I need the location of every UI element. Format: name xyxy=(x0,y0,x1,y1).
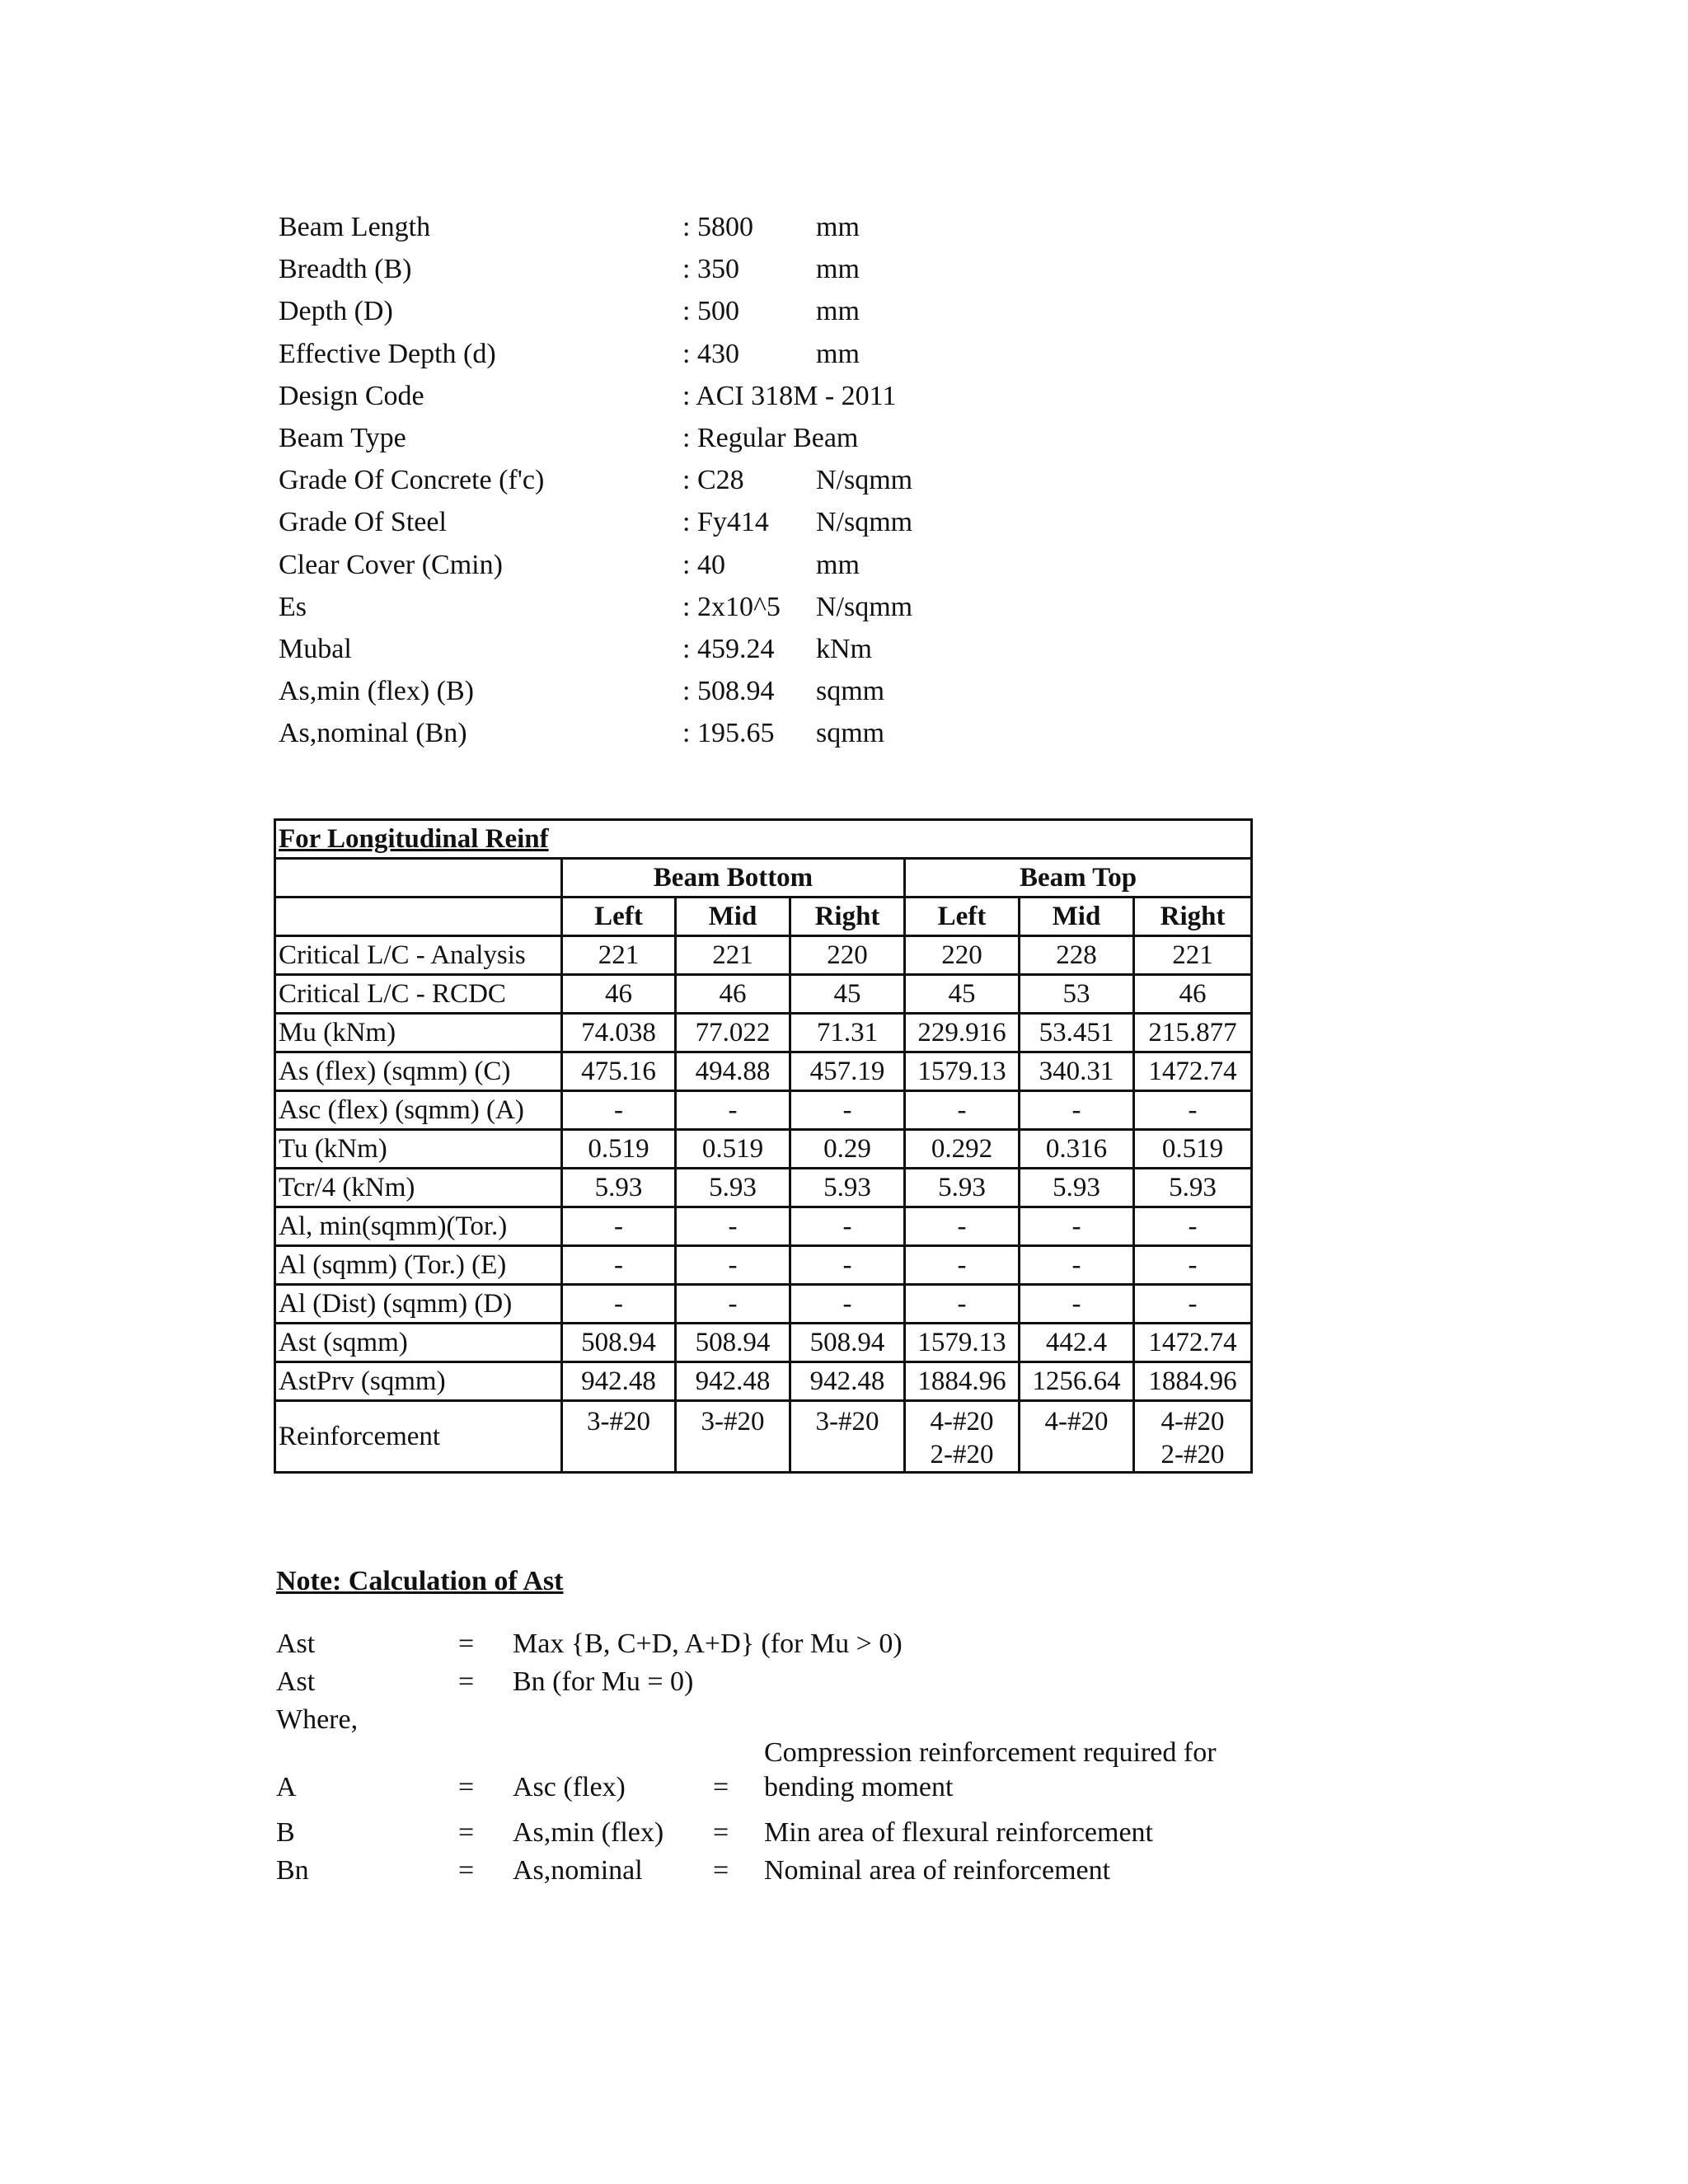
property-unit: N/sqmm xyxy=(816,507,913,538)
property-row xyxy=(279,375,1020,417)
property-label: Mubal xyxy=(279,633,352,664)
table-cell: - xyxy=(676,1207,790,1246)
property-row xyxy=(279,417,1020,459)
column-header: Left xyxy=(562,898,676,936)
property-label: Grade Of Concrete (f'c) xyxy=(279,465,545,496)
row-label: Mu (kNm) xyxy=(275,1014,562,1052)
property-value: : C28 xyxy=(682,465,744,496)
table-cell: 221 xyxy=(1134,936,1252,975)
table-cell: 442.4 xyxy=(1020,1324,1134,1362)
table-row xyxy=(275,1324,1252,1362)
table-cell: 74.038 xyxy=(562,1014,676,1052)
reinforcement-cell xyxy=(1020,1401,1134,1473)
property-label: As,nominal (Bn) xyxy=(279,718,467,749)
table-cell: 508.94 xyxy=(790,1324,905,1362)
property-unit: kNm xyxy=(816,633,872,664)
table-cell: 229.916 xyxy=(905,1014,1020,1052)
property-label: Grade Of Steel xyxy=(279,507,447,538)
table-cell: 1472.74 xyxy=(1134,1052,1252,1091)
table-cell: 5.93 xyxy=(1020,1169,1134,1207)
property-label: Clear Cover (Cmin) xyxy=(279,549,503,580)
row-label: Critical L/C - RCDC xyxy=(275,975,562,1014)
row-label: Tu (kNm) xyxy=(275,1130,562,1169)
table-cell: 942.48 xyxy=(790,1362,905,1401)
table-cell: 45 xyxy=(905,975,1020,1014)
table-cell: - xyxy=(790,1091,905,1130)
reinforcement-cell xyxy=(1134,1401,1252,1473)
property-label: As,min (flex) (B) xyxy=(279,676,475,707)
table-row xyxy=(275,1169,1252,1207)
table-row xyxy=(275,1285,1252,1324)
property-row xyxy=(279,670,1020,712)
property-unit: mm xyxy=(816,296,860,327)
definition-equals: = xyxy=(713,1817,729,1848)
table-cell: 221 xyxy=(562,936,676,975)
table-cell: - xyxy=(1134,1207,1252,1246)
property-row xyxy=(279,586,1020,628)
table-cell: 46 xyxy=(1134,975,1252,1014)
table-row xyxy=(275,936,1252,975)
table-cell: 1884.96 xyxy=(1134,1362,1252,1401)
property-row xyxy=(279,206,1020,248)
property-unit: mm xyxy=(816,549,860,580)
property-value: : 459.24 xyxy=(682,633,775,664)
table-cell: - xyxy=(676,1285,790,1324)
table-cell: 0.316 xyxy=(1020,1130,1134,1169)
longitudinal-reinforcement-table xyxy=(274,818,1253,1474)
reinforcement-bar-spec: 2-#20 xyxy=(1160,1440,1225,1469)
table-cell: 71.31 xyxy=(790,1014,905,1052)
definition-symbol: B xyxy=(276,1817,295,1848)
table-cell: - xyxy=(1020,1246,1134,1285)
reinforcement-bar-spec: 2-#20 xyxy=(930,1440,994,1469)
property-value: : 195.65 xyxy=(682,718,775,749)
table-cell: - xyxy=(790,1207,905,1246)
property-value: : 5800 xyxy=(682,212,753,242)
formula-rhs: Max {B, C+D, A+D} (for Mu > 0) xyxy=(513,1629,903,1659)
formula-equals: = xyxy=(458,1629,475,1659)
table-cell: - xyxy=(1134,1091,1252,1130)
where-label: Where, xyxy=(276,1704,359,1735)
property-label: Effective Depth (d) xyxy=(279,338,496,369)
column-header: Mid xyxy=(676,898,790,936)
table-cell: 0.519 xyxy=(1134,1130,1252,1169)
definition-symbol: A xyxy=(276,1772,297,1802)
reinforcement-cell xyxy=(676,1401,790,1473)
property-unit: sqmm xyxy=(816,718,885,749)
table-cell: - xyxy=(1020,1091,1134,1130)
formula-lhs: Ast xyxy=(276,1666,316,1697)
table-cell: - xyxy=(1020,1285,1134,1324)
reinforcement-row xyxy=(275,1401,1252,1473)
table-cell: 494.88 xyxy=(676,1052,790,1091)
table-title: For Longitudinal Reinf xyxy=(275,820,1252,859)
property-unit: N/sqmm xyxy=(816,465,913,496)
table-row xyxy=(275,1091,1252,1130)
property-value: : 508.94 xyxy=(682,676,775,707)
table-cell: - xyxy=(905,1285,1020,1324)
property-value: : 40 xyxy=(682,549,725,580)
table-cell: 46 xyxy=(562,975,676,1014)
row-label: Al (Dist) (sqmm) (D) xyxy=(275,1285,562,1324)
row-label: Al (sqmm) (Tor.) (E) xyxy=(275,1246,562,1285)
table-cell: - xyxy=(562,1091,676,1130)
definition-term: As,nominal xyxy=(513,1855,643,1886)
property-unit: sqmm xyxy=(816,676,885,707)
table-cell: - xyxy=(1020,1207,1134,1246)
property-row xyxy=(279,248,1020,290)
property-unit: mm xyxy=(816,254,860,285)
property-label: Design Code xyxy=(279,380,424,411)
definition-description: bending moment xyxy=(764,1772,954,1802)
table-cell: 53 xyxy=(1020,975,1134,1014)
row-label: Tcr/4 (kNm) xyxy=(275,1169,562,1207)
property-value: : 350 xyxy=(682,254,739,285)
property-row xyxy=(279,290,1020,332)
table-cell: - xyxy=(790,1246,905,1285)
row-label: Asc (flex) (sqmm) (A) xyxy=(275,1091,562,1130)
note-title: Note: Calculation of Ast xyxy=(276,1566,564,1596)
table-row xyxy=(275,1362,1252,1401)
formula-rhs: Bn (for Mu = 0) xyxy=(513,1666,694,1697)
empty-header-cell xyxy=(275,898,562,936)
table-cell: 1579.13 xyxy=(905,1052,1020,1091)
table-cell: - xyxy=(790,1285,905,1324)
column-header: Right xyxy=(1134,898,1252,936)
table-cell: 228 xyxy=(1020,936,1134,975)
table-row xyxy=(275,1052,1252,1091)
property-row xyxy=(279,712,1020,754)
table-cell: 1579.13 xyxy=(905,1324,1020,1362)
definition-equals: = xyxy=(713,1855,729,1886)
table-cell: - xyxy=(1134,1285,1252,1324)
property-row xyxy=(279,501,1020,543)
reinforcement-cell xyxy=(790,1401,905,1473)
table-cell: - xyxy=(1134,1246,1252,1285)
property-row xyxy=(279,544,1020,586)
table-cell: - xyxy=(905,1091,1020,1130)
definition-description: Min area of flexural reinforcement xyxy=(764,1817,1153,1848)
property-label: Beam Length xyxy=(279,212,431,242)
table-cell: - xyxy=(562,1246,676,1285)
property-unit: N/sqmm xyxy=(816,591,913,622)
definition-equals: = xyxy=(713,1772,729,1802)
definition-term: Asc (flex) xyxy=(513,1772,626,1802)
property-value: : ACI 318M - 2011 xyxy=(682,380,897,411)
row-label: AstPrv (sqmm) xyxy=(275,1362,562,1401)
table-cell: - xyxy=(905,1246,1020,1285)
row-label: Ast (sqmm) xyxy=(275,1324,562,1362)
table-cell: 475.16 xyxy=(562,1052,676,1091)
reinforcement-bar-spec: 3-#20 xyxy=(701,1407,765,1436)
definition-equals: = xyxy=(458,1855,475,1886)
property-label: Depth (D) xyxy=(279,296,393,327)
formula-lhs: Ast xyxy=(276,1629,316,1659)
column-header: Right xyxy=(790,898,905,936)
reinforcement-cell xyxy=(905,1401,1020,1473)
row-label: Reinforcement xyxy=(275,1401,562,1473)
definition-description: Nominal area of reinforcement xyxy=(764,1855,1111,1886)
table-cell: 45 xyxy=(790,975,905,1014)
table-cell: 508.94 xyxy=(676,1324,790,1362)
property-row xyxy=(279,628,1020,670)
property-value: : 2x10^5 xyxy=(682,591,781,622)
table-title-row xyxy=(275,820,1252,859)
table-row xyxy=(275,1246,1252,1285)
table-cell: 508.94 xyxy=(562,1324,676,1362)
definition-term: As,min (flex) xyxy=(513,1817,664,1848)
table-cell: 5.93 xyxy=(562,1169,676,1207)
table-cell: - xyxy=(676,1246,790,1285)
table-cell: 220 xyxy=(790,936,905,975)
beam-properties-list xyxy=(279,206,1020,754)
table-cell: 0.519 xyxy=(562,1130,676,1169)
table-cell: 5.93 xyxy=(905,1169,1020,1207)
table-cell: - xyxy=(562,1207,676,1246)
formula-equals: = xyxy=(458,1666,475,1697)
property-row xyxy=(279,459,1020,501)
definition-equals: = xyxy=(458,1817,475,1848)
reinforcement-bar-spec: 4-#20 xyxy=(1044,1407,1109,1436)
table-cell: - xyxy=(562,1285,676,1324)
property-unit: mm xyxy=(816,338,860,369)
table-cell: 0.519 xyxy=(676,1130,790,1169)
property-unit: mm xyxy=(816,212,860,242)
group-header-beam-bottom: Beam Bottom xyxy=(562,859,905,898)
table-cell: 53.451 xyxy=(1020,1014,1134,1052)
reinforcement-bar-spec: 3-#20 xyxy=(587,1407,650,1436)
property-label: Beam Type xyxy=(279,422,406,453)
table-cell: 5.93 xyxy=(676,1169,790,1207)
reinforcement-cell xyxy=(562,1401,676,1473)
table-cell: - xyxy=(676,1091,790,1130)
property-label: Breadth (B) xyxy=(279,254,412,285)
group-header-beam-top: Beam Top xyxy=(905,859,1252,898)
table-row xyxy=(275,1014,1252,1052)
table-row xyxy=(275,1130,1252,1169)
property-value: : 500 xyxy=(682,296,739,327)
definition-equals: = xyxy=(458,1772,475,1802)
reinforcement-bar-spec: 4-#20 xyxy=(930,1407,994,1436)
definition-description: Compression reinforcement required for xyxy=(764,1737,1217,1768)
table-row xyxy=(275,1207,1252,1246)
table-cell: 942.48 xyxy=(562,1362,676,1401)
table-column-header-row xyxy=(275,898,1252,936)
table-cell: 1884.96 xyxy=(905,1362,1020,1401)
table-cell: 77.022 xyxy=(676,1014,790,1052)
table-cell: 5.93 xyxy=(790,1169,905,1207)
property-value: : Fy414 xyxy=(682,507,769,538)
table-cell: 457.19 xyxy=(790,1052,905,1091)
table-cell: 0.29 xyxy=(790,1130,905,1169)
table-cell: - xyxy=(905,1207,1020,1246)
table-cell: 1472.74 xyxy=(1134,1324,1252,1362)
row-label: Al, min(sqmm)(Tor.) xyxy=(275,1207,562,1246)
property-row xyxy=(279,333,1020,375)
reinforcement-bar-spec: 3-#20 xyxy=(815,1407,879,1436)
empty-header-cell xyxy=(275,859,562,898)
table-group-header-row xyxy=(275,859,1252,898)
property-label: Es xyxy=(279,591,307,622)
table-cell: 1256.64 xyxy=(1020,1362,1134,1401)
row-label: As (flex) (sqmm) (C) xyxy=(275,1052,562,1091)
table-cell: 942.48 xyxy=(676,1362,790,1401)
column-header: Mid xyxy=(1020,898,1134,936)
table-cell: 221 xyxy=(676,936,790,975)
property-value: : 430 xyxy=(682,338,739,369)
column-header: Left xyxy=(905,898,1020,936)
table-cell: 340.31 xyxy=(1020,1052,1134,1091)
table-cell: 215.877 xyxy=(1134,1014,1252,1052)
table-cell: 5.93 xyxy=(1134,1169,1252,1207)
table-row xyxy=(275,975,1252,1014)
definition-symbol: Bn xyxy=(276,1855,309,1886)
table-cell: 0.292 xyxy=(905,1130,1020,1169)
reinforcement-bar-spec: 4-#20 xyxy=(1160,1407,1225,1436)
property-value: : Regular Beam xyxy=(682,422,859,453)
table-cell: 46 xyxy=(676,975,790,1014)
table-cell: 220 xyxy=(905,936,1020,975)
row-label: Critical L/C - Analysis xyxy=(275,936,562,975)
